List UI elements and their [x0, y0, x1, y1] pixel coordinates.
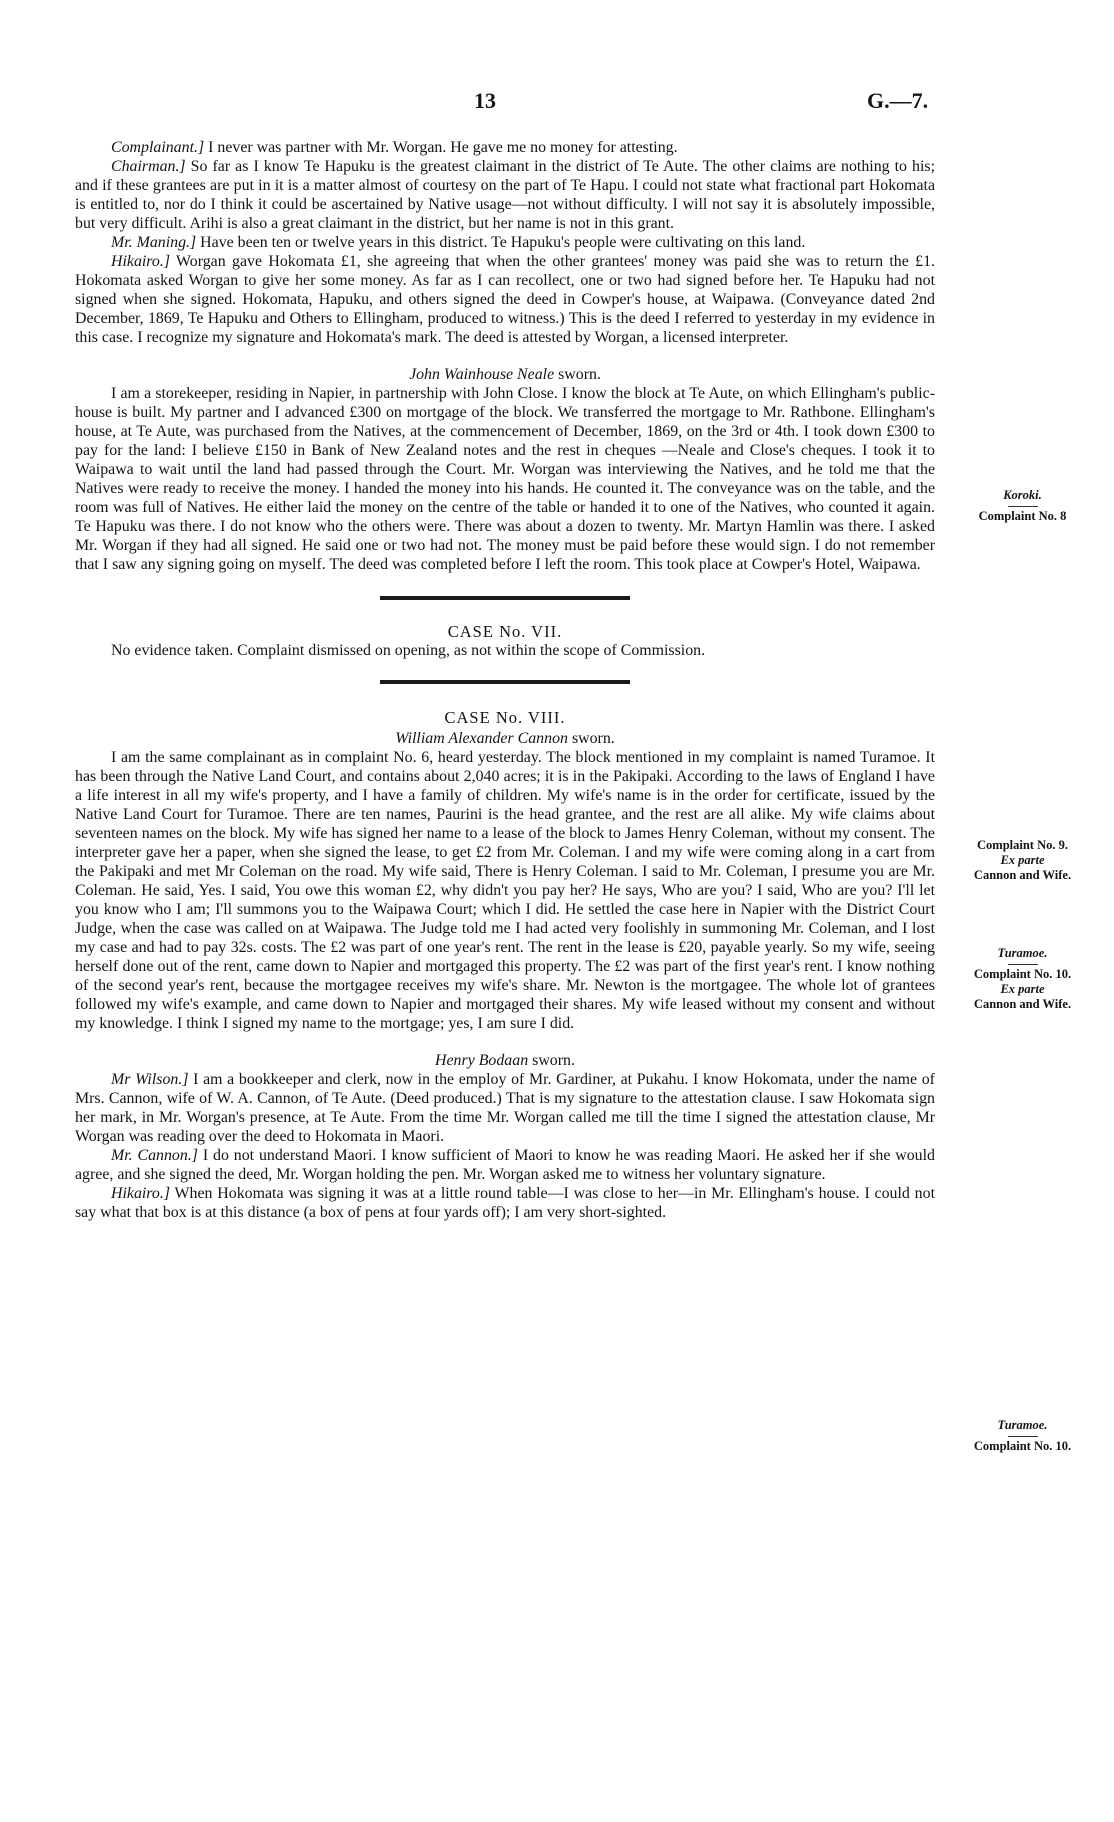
paragraph: Mr Wilson.] I am a bookkeeper and clerk, now in the employ of Mr. Gardiner, at Pukahu. I know Hokomata, under the name of Mrs. Cannon, wife of W. A. Cannon, of Te Aute. (Deed produced.) That is my signature to the attestation clause. I saw Hokomata sign her mark, in Mr. Worgan's presence, at Te Aute. From the time Mr. Worgan called me till the time I signed the attestation clause, Mr Worgan was reading over the deed to Hokomata in Maori. [75, 1071, 935, 1145]
paragraph: Hikairo.] When Hokomata was signing it was at a little round table—I was close to her—in Mr. Ellingham's house. I could not say what that box is at this distance (a box of pens at four yards off); I am very short-sighted. [75, 1185, 935, 1221]
paragraph: Complainant.] I never was partner with Mr. Worgan. He gave me no money for attesting. [111, 139, 678, 156]
section-rule [380, 680, 630, 684]
witness-heading: William Alexander Cannon sworn. [395, 730, 615, 747]
case-title: CASE No. VII. [447, 622, 563, 641]
case-title: CASE No. VIII. [444, 708, 566, 727]
margin-note: Turamoe. Complaint No. 10. Ex parte Cannon and Wife. [973, 946, 1072, 1011]
section-rule [380, 596, 630, 600]
margin-note: Turamoe. Complaint No. 10. [973, 1418, 1072, 1453]
page-number: 13 [474, 88, 496, 113]
paragraph: Mr. Cannon.] I do not understand Maori. I know sufficient of Maori to know he was reading Maori. He asked her if she would agree, and she signed the deed, Mr. Worgan holding the pen. Mr. Worgan asked me to witness her voluntary signature. [75, 1147, 935, 1183]
document-code: G.—7. [867, 88, 929, 113]
margin-note: Complaint No. 9. Ex parte Cannon and Wife. [973, 838, 1072, 882]
witness-heading: Henry Bodaan sworn. [435, 1052, 575, 1069]
divider [1008, 1436, 1038, 1437]
divider [1008, 506, 1038, 507]
paragraph: I am the same complainant as in complaint No. 6, heard yesterday. The block mentioned in my complaint is named Turamoe. It has been through the Native Land Court, and contains about 2,040 acres; it is in the Pakipaki. According to the laws of England I have a life interest in all my wife's property, and I have a family of children. My wife's name is in the order for certificate, issued by the Native Land Court for Turamoe. There are ten names, Paurini is the head grantee, and the rest are all alike. My wife claims about seventeen names on the block. My wife has signed her name to a lease of the block to James Henry Coleman, without my consent. The interpreter gave her a paper, when she signed the lease, to get £2 from Mr. Coleman. I and my wife were coming along in a cart from the Pakipaki and met Mr Coleman on the road. My wife said, There is Henry Coleman. I said to Mr. Coleman, I presume you are Mr. Coleman. He said, Yes. I said, You owe this woman £2, why didn't you pay her? He says, Who are you? I said, Who are you? I'll let you know who I am; I'll summons you to the Waipawa Court; which I did. He settled the case here in Napier with the District Court Judge, when the case was called on at Waipawa. The Judge told me I had acted very foolishly in summoning Mr. Coleman, and I lost my case and had to pay 32s. costs. The £2 was part of one year's rent. The rent in the lease is £20, payable yearly. So my wife, seeing herself done out of the rent, came down to Napier and mortgaged this property. The £2 was part of the first year's rent. I know nothing of the second year's rent, because the mortgagee receives my wife's share. Mr. Newton is the mortgagee. The whole lot of grantees followed my wife's example, and came down to Napier and mortgaged their shares. My wife leased without my consent and without my knowledge. I think I signed my name to the mortgage; yes, I am sure I did. [75, 749, 935, 1032]
paragraph: Hikairo.] Worgan gave Hokomata £1, she agreeing that when the other grantees' money was paid she was to return the £1. Hokomata asked Worgan to give her some money. As far as I can recollect, one or two had signed before her. Te Hapuku had not signed when she signed. Hokomata, Hapuku, and others signed the deed in Cowper's house, at Waipawa. (Conveyance dated 2nd December, 1869, Te Hapuku and Others to Ellingham, produced to witness.) This is the deed I referred to yesterday in my evidence in this case. I recognize my signature and Hokomata's mark. The deed is attested by Worgan, a licensed interpreter. [75, 253, 935, 346]
paragraph: Chairman.] So far as I know Te Hapuku is the greatest claimant in the district of Te Aute. The other claims are nothing to his; and if these grantees are put in it is a matter almost of courtesy on the part of Te Hapu. I could not state what fractional part Hokomata is entitled to, nor do I think it could be ascertained by Native usage—not without difficulty. I will not say it is absolutely impossible, but very difficult. Arihi is also a great claimant in the district, but her name is not in this grant. [75, 158, 935, 232]
witness-heading: John Wainhouse Neale sworn. [409, 366, 601, 383]
paragraph: I am a storekeeper, residing in Napier, in partnership with John Close. I know the block at Te Aute, on which Ellingham's public-house is built. My partner and I advanced £300 on mortgage of the block. We transferred the mortgage to Mr. Rathbone. Ellingham's house, at Te Aute, was purchased from the Natives, at the commencement of December, 1869, on the 3rd or 4th. I took down £300 to pay for the land: I believe £150 in Bank of New Zealand notes and the rest in cheques —Neale and Close's cheques. I took it to Waipawa to wait until the land had passed through the Court. Mr. Worgan was interviewing the Natives, and he told me that the Natives were ready to receive the money. I handed the money into his hands. He counted it. The conveyance was on the table, and the room was full of Natives. He either laid the money on the centre of the table or handed it to one of the Natives, who counted it again. Te Hapuku was there. I do not know who the others were. There was about a dozen to twenty. Mr. Martyn Hamlin was there. I asked Mr. Worgan if they had all signed. He said one or two had not. The money must be paid before these would sign. I do not remember that I saw any signing going on myself. The deed was completed before I left the room. This took place at Cowper's Hotel, Waipawa. [75, 385, 935, 573]
paragraph: Mr. Maning.] Have been ten or twelve years in this district. Te Hapuku's people were cultivating on this land. [111, 234, 806, 251]
main-text [75, 138, 935, 1222]
paragraph: No evidence taken. Complaint dismissed on opening, as not within the scope of Commission. [111, 642, 706, 659]
margin-note: Koroki. Complaint No. 8 [978, 488, 1067, 523]
divider [1008, 964, 1038, 965]
